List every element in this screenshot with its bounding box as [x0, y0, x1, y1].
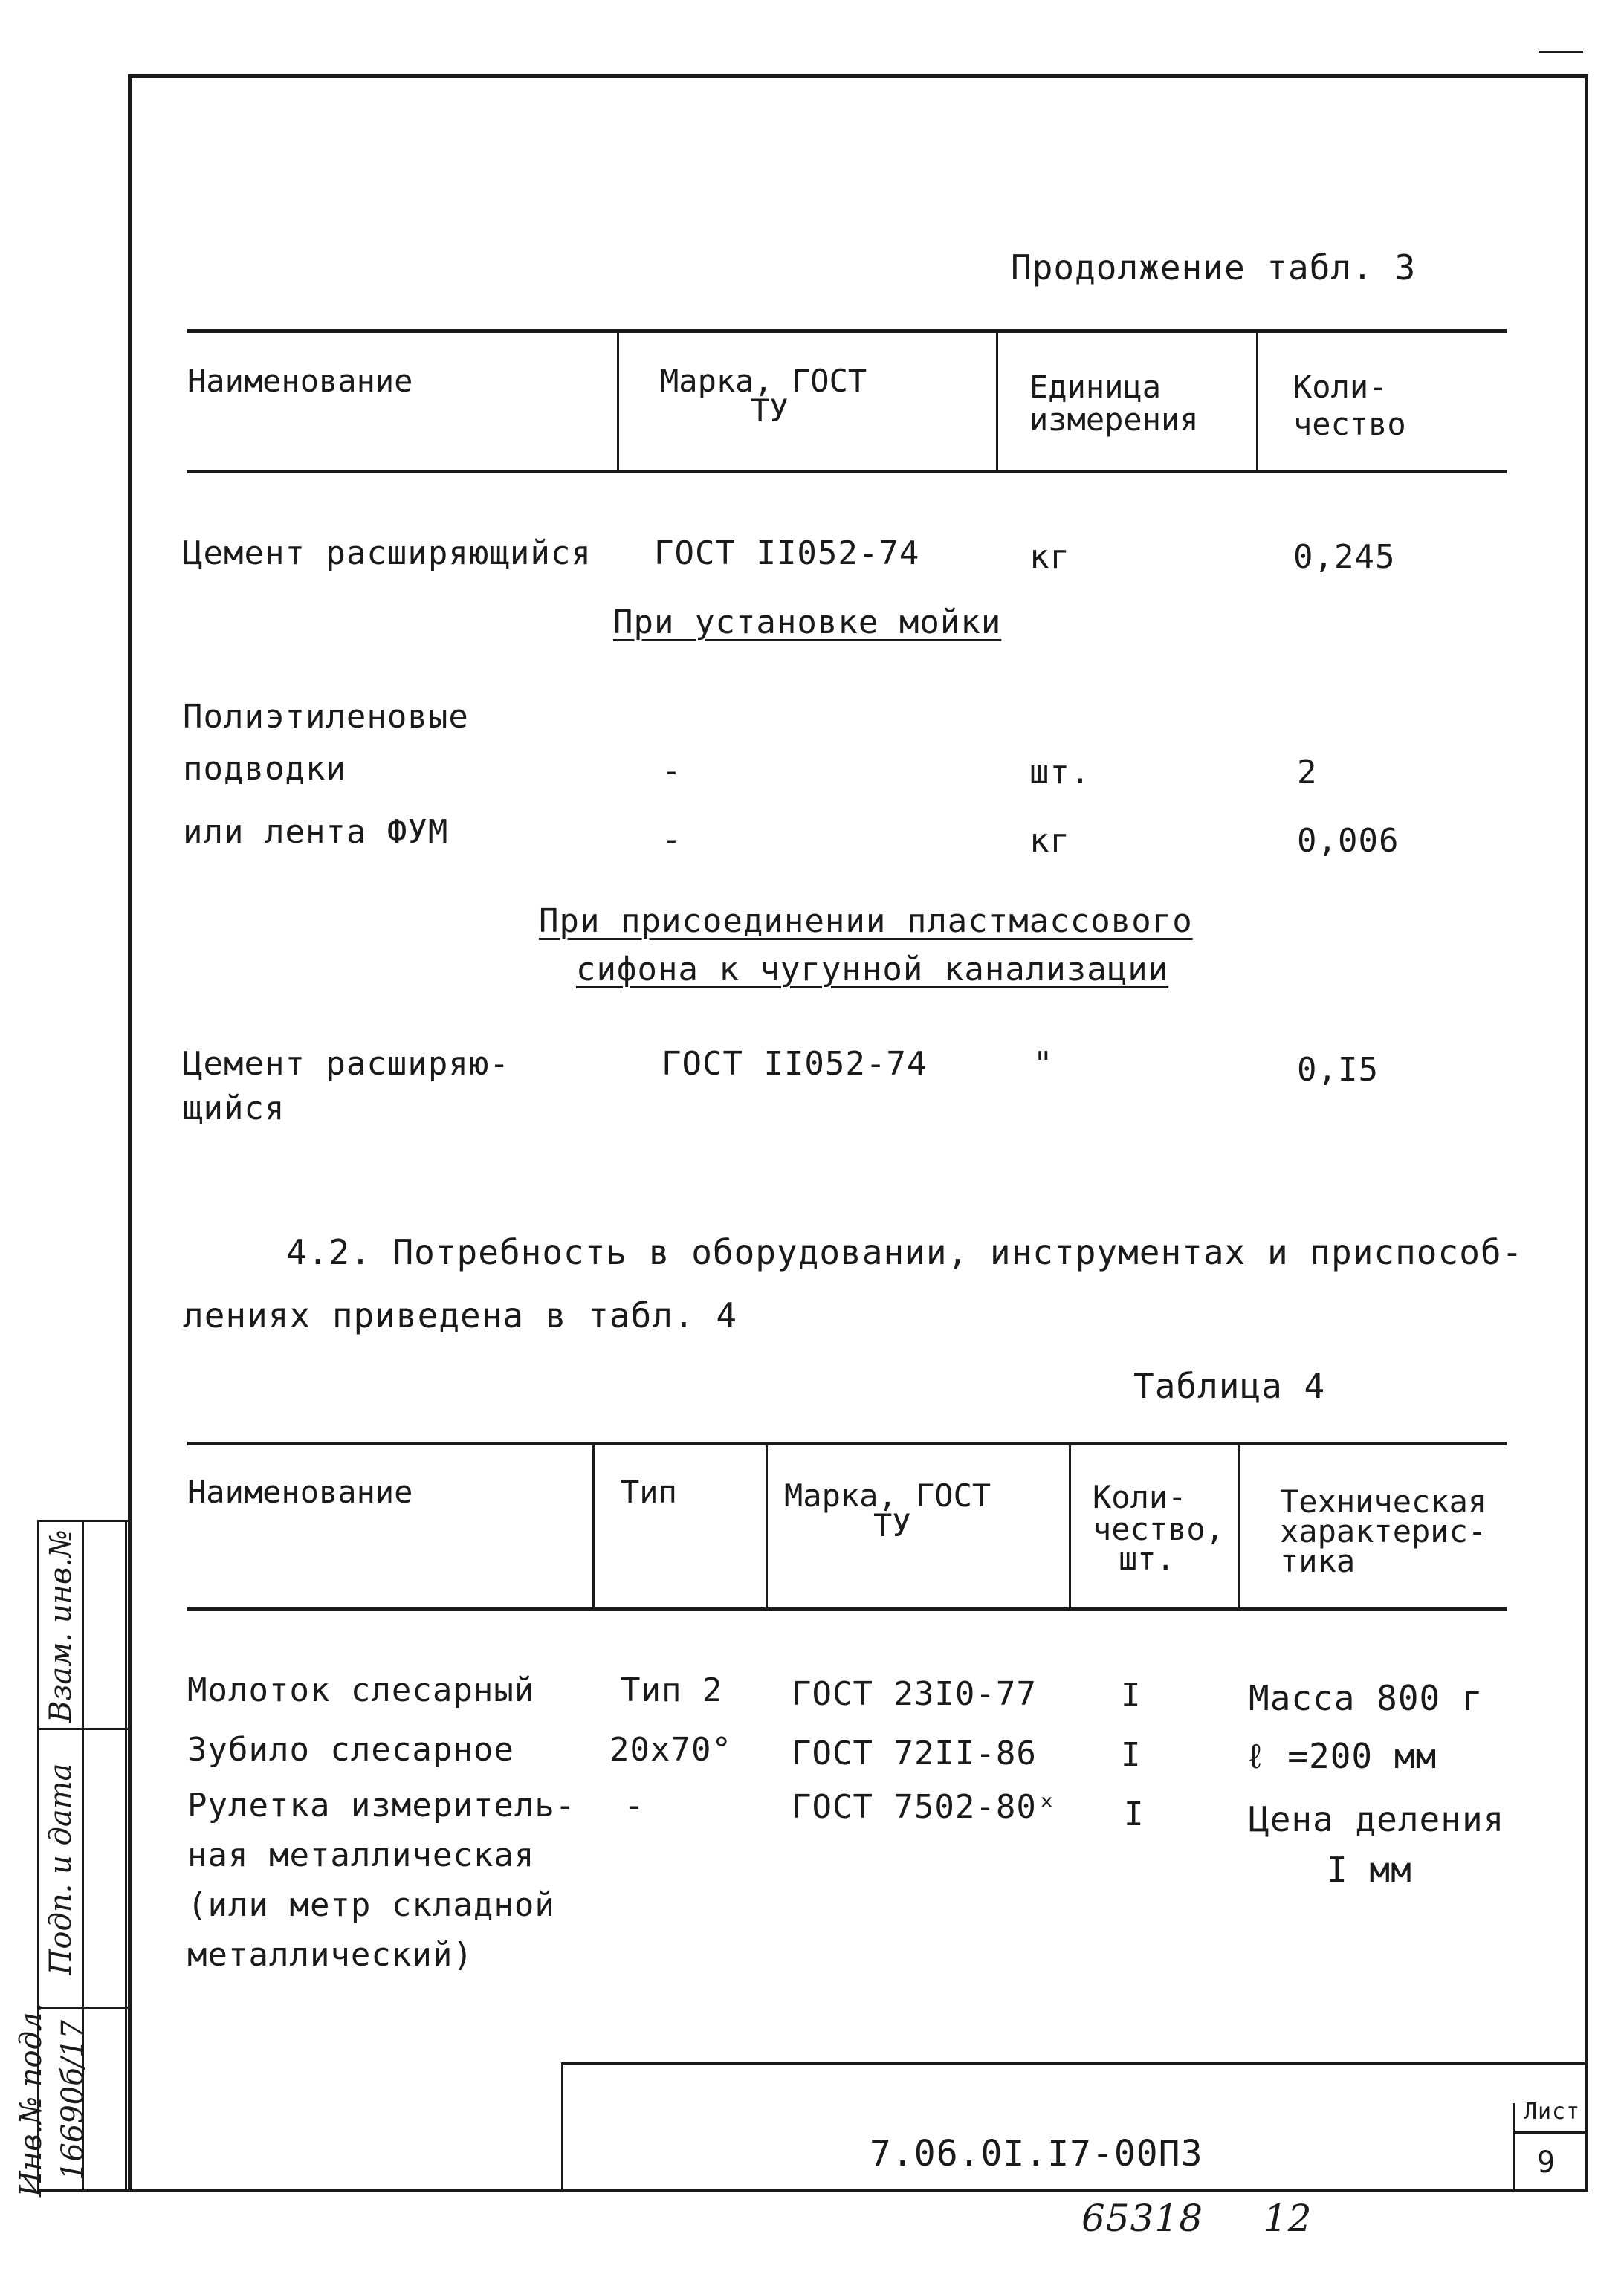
table3-col-divider — [1256, 333, 1258, 470]
table4-col-divider — [1238, 1445, 1240, 1607]
stamp-sheet-divider — [1513, 2103, 1515, 2192]
table3-row2-mark: - — [661, 752, 682, 790]
table3-row1-qty: 0,245 — [1293, 538, 1396, 576]
margin-strip-rule — [125, 1520, 127, 2192]
frame-right-border — [1585, 74, 1588, 2191]
table3-row4-mark: ГОСТ II052-74 — [661, 1045, 928, 1083]
table4-row-mark: ГОСТ 72II-86 — [792, 1735, 1037, 1772]
table4-header-tech: Техническая — [1280, 1483, 1487, 1520]
table4-col-divider — [766, 1445, 768, 1607]
table3-section-heading: При присоединении пластмассового — [539, 902, 1193, 940]
table4-row-qty: I — [1124, 1795, 1145, 1833]
stamp-left-rule — [561, 2062, 563, 2192]
table3-row1-name: Цемент расширяющийся — [183, 534, 592, 572]
table4-row-type: - — [624, 1787, 645, 1824]
table4-row-name: Молоток слесарный — [187, 1671, 535, 1709]
stamp-document-code: 7.06.0I.I7-00ПЗ — [870, 2133, 1203, 2174]
table3-section-heading: При установке мойки — [613, 603, 1002, 641]
stamp-sheet-label: Лист — [1524, 2099, 1581, 2125]
table3-row2-qty: 2 — [1297, 754, 1318, 791]
table3-row3-unit: кг — [1029, 822, 1070, 860]
table4-header-tech-2: характерис- — [1280, 1513, 1487, 1549]
table3-header-qty-2: чество — [1293, 406, 1406, 442]
table4-row-name: Рулетка измеритель- — [187, 1787, 576, 1824]
table3-row1-unit: кг — [1029, 538, 1070, 576]
table3-section-heading-2: сифона к чугунной канализации — [576, 951, 1169, 988]
table4-row-type: 20x70° — [609, 1731, 732, 1769]
paragraph-line: 4.2. Потребность в оборудовании, инструментах и приспособ- — [286, 1232, 1524, 1272]
table4-row-tech: Масса 800 г — [1249, 1678, 1484, 1718]
table4-header-qty: Коли- — [1093, 1479, 1187, 1515]
table3-row3-name: или лента ФУМ — [183, 813, 449, 851]
table3-header-unit-2: измерения — [1029, 401, 1199, 438]
frame-bottom-border — [37, 2189, 1588, 2192]
table3-col-divider — [996, 333, 998, 470]
table3-header-rule — [187, 470, 1507, 473]
table4-header-rule — [187, 1607, 1507, 1611]
table4-row-name-3: (или метр складной — [187, 1886, 555, 1924]
margin-signature-date: Подп. и дата — [44, 1763, 78, 1975]
archive-page-number: 12 — [1264, 2197, 1313, 2240]
table4-header-type: Тип — [621, 1474, 677, 1510]
table3-row4-name: Цемент расширяю- — [183, 1045, 510, 1083]
table4-row-name: Зубило слесарное — [187, 1731, 514, 1769]
table4-row-mark: ГОСТ 7502-80ˣ — [792, 1788, 1058, 1826]
table4-col-divider — [1069, 1445, 1071, 1607]
table4-row-tech: Цена деления — [1249, 1799, 1505, 1839]
margin-original-inventory: Инв.№ подл. — [14, 2002, 48, 2197]
table4-header-tech-3: тика — [1280, 1543, 1356, 1579]
table4-row-qty: I — [1121, 1736, 1142, 1774]
table4-row-tech-2: I мм — [1327, 1850, 1412, 1890]
table4-row-qty: I — [1121, 1677, 1142, 1714]
table3-row2-name: Полиэтиленовые — [183, 698, 469, 736]
margin-original-inventory-value: 16690б/17 — [56, 2019, 90, 2181]
table4-row-tech: ℓ =200 мм — [1245, 1736, 1437, 1776]
corner-mark — [1539, 51, 1583, 53]
table4-row-name-4: металлический) — [187, 1936, 473, 1974]
table4-row-type: Тип 2 — [621, 1671, 723, 1709]
table3-top-rule — [187, 329, 1507, 333]
table4-row-mark: ГОСТ 23I0-77 — [792, 1675, 1037, 1713]
table3-row4-name-2: щийся — [183, 1089, 285, 1127]
table4-caption: Таблица 4 — [1133, 1366, 1326, 1406]
table3-row4-qty: 0,I5 — [1297, 1051, 1379, 1089]
archive-number: 65318 — [1081, 2197, 1204, 2240]
table3-header-mark: Марка, ГОСТ — [660, 363, 867, 399]
frame-left-border — [128, 74, 132, 2191]
table4-top-rule — [187, 1442, 1507, 1445]
stamp-top-rule — [561, 2062, 1585, 2065]
table3-row3-qty: 0,006 — [1297, 822, 1400, 860]
table4-header-qty-2: чество, — [1093, 1511, 1225, 1547]
table4-row-name-2: ная металлическая — [187, 1836, 535, 1874]
table3-row2-unit: шт. — [1029, 754, 1091, 791]
table4-header-mark: Марка, ГОСТ — [784, 1477, 991, 1514]
table3-row3-mark: - — [661, 820, 682, 858]
table3-row4-unit: " — [1033, 1045, 1054, 1083]
continuation-caption: Продолжение табл. 3 — [1011, 247, 1417, 288]
table4-col-divider — [592, 1445, 595, 1607]
table4-header-name: Наименование — [187, 1474, 413, 1510]
table4-header-qty-3: шт. — [1119, 1541, 1175, 1577]
table4-header-mark-tu: ТУ — [873, 1507, 911, 1544]
margin-replaced-inventory: Взам. инв.№ — [44, 1529, 78, 1723]
stamp-sheet-rule — [1513, 2131, 1585, 2134]
frame-top-border — [128, 74, 1588, 78]
table3-row1-mark: ГОСТ II052-74 — [654, 534, 920, 572]
table3-header-mark-tu: ТУ — [751, 392, 789, 429]
table3-header-name: Наименование — [187, 363, 413, 399]
paragraph-line-2: лениях приведена в табл. 4 — [183, 1295, 738, 1335]
table3-row2-name-2: подводки — [183, 750, 346, 788]
table3-header-unit: Единица — [1029, 369, 1162, 405]
table3-header-qty: Коли- — [1293, 369, 1388, 405]
table3-col-divider — [617, 333, 619, 470]
stamp-sheet-number: 9 — [1537, 2146, 1556, 2180]
